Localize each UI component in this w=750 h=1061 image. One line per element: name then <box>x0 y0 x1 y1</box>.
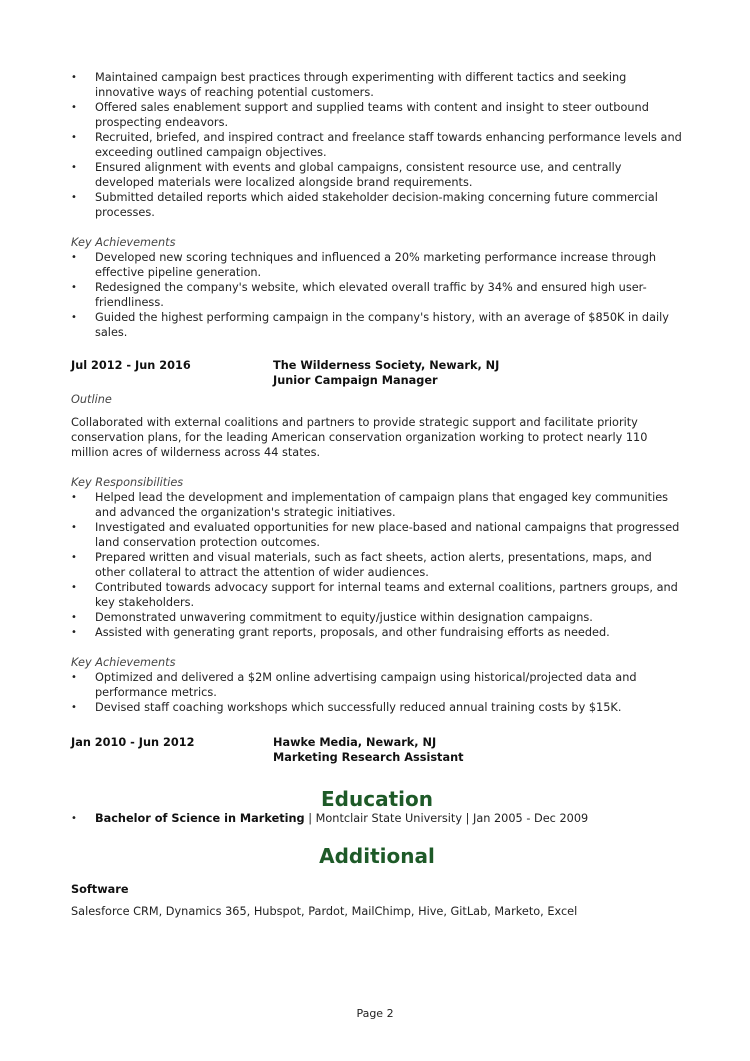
list-item: • Developed new scoring techniques and influenced a 20% marketing performance increase through effective pipeline generation. <box>71 250 683 280</box>
list-item: • Assisted with generating grant reports, proposals, and other fundraising efforts as needed. <box>71 625 683 640</box>
software-list: Salesforce CRM, Dynamics 365, Hubspot, Pardot, MailChimp, Hive, GitLab, Marketo, Excel <box>71 905 578 918</box>
job-company: The Wilderness Society, Newark, NJ <box>273 359 500 372</box>
list-item: • Optimized and delivered a $2M online advertising campaign using historical/projected data and performance metrics. <box>71 670 683 700</box>
list-item: • Devised staff coaching workshops which successfully reduced annual training costs by $15K. <box>71 700 683 715</box>
list-item: • Offered sales enablement support and supplied teams with content and insight to steer outbound prospecting endeavors. <box>71 100 683 130</box>
software-label: Software <box>71 883 129 896</box>
list-item: • Demonstrated unwavering commitment to equity/justice within designation campaigns. <box>71 610 683 625</box>
list-item: • Helped lead the development and implementation of campaign plans that engaged key communities and advanced the organization's strategic initiatives. <box>71 490 683 520</box>
education-list <box>71 811 683 826</box>
job-dates: Jul 2012 - Jun 2016 <box>71 359 191 372</box>
additional-heading: Additional <box>319 844 435 868</box>
list-item: • Guided the highest performing campaign in the company's history, with an average of $850K in daily sales. <box>71 310 683 340</box>
prev-job-achievements <box>71 250 683 340</box>
wilderness-responsibilities <box>71 490 683 640</box>
degree: Bachelor of Science in Marketing <box>95 812 305 825</box>
prev-job-responsibilities <box>71 70 683 220</box>
list-item: • Investigated and evaluated opportunities for new place-based and national campaigns that progressed land conservation protection outcomes. <box>71 520 683 550</box>
list-item: • Submitted detailed reports which aided stakeholder decision-making concerning future commercial processes. <box>71 190 683 220</box>
job-header-wilderness <box>71 358 683 388</box>
job-title: Marketing Research Assistant <box>273 751 464 764</box>
job-info <box>273 735 464 765</box>
page-number: Page 2 <box>356 1007 394 1020</box>
education-item <box>71 811 683 826</box>
education-heading: Education <box>321 787 433 811</box>
list-item: • Recruited, briefed, and inspired contract and freelance staff towards enhancing performance levels and exceeding outlined campaign objectives. <box>71 130 683 160</box>
list-item: • Maintained campaign best practices through experimenting with different tactics and seeking innovative ways of reaching potential customers. <box>71 70 683 100</box>
wilderness-achievements <box>71 670 683 715</box>
list-item: • Contributed towards advocacy support for internal teams and external coalitions, partners groups, and key stakeholders. <box>71 580 683 610</box>
job-header-hawke <box>71 735 683 765</box>
list-item: • Ensured alignment with events and global campaigns, consistent resource use, and centrally developed materials were localized alongside brand requirements. <box>71 160 683 190</box>
list-item: • Prepared written and visual materials, such as fact sheets, action alerts, presentations, maps, and other collateral to attract the attention of wider audiences. <box>71 550 683 580</box>
job-company: Hawke Media, Newark, NJ <box>273 736 437 749</box>
outline-label: Outline <box>71 393 112 406</box>
job-title: Junior Campaign Manager <box>273 374 438 387</box>
responsibilities-label: Key Responsibilities <box>71 476 184 489</box>
job-info <box>273 358 499 388</box>
education-details: | Montclair State University | Jan 2005 - Dec 2009 <box>304 812 589 825</box>
job-dates: Jan 2010 - Jun 2012 <box>71 736 195 749</box>
list-item: • Redesigned the company's website, which elevated overall traffic by 34% and ensured high user-friendliness. <box>71 280 683 310</box>
prev-job-achievements-label: Key Achievements <box>71 236 176 249</box>
achievements-label: Key Achievements <box>71 656 176 669</box>
resume-page <box>71 70 683 919</box>
outline-text: Collaborated with external coalitions and partners to provide strategic support and facilitate priority conservation plans, for the leading American conservation organization working to protect nearly 110 million acres of wilderness across 44 states. <box>71 416 648 459</box>
